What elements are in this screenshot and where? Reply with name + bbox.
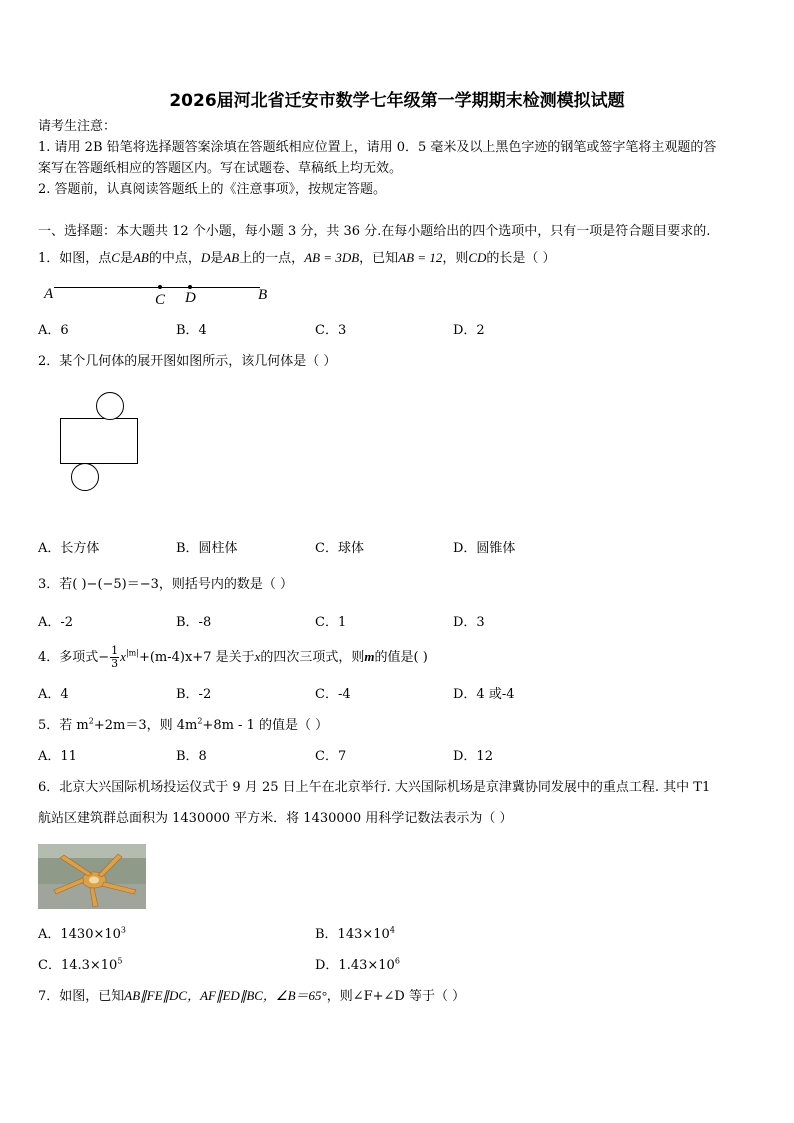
- label-a: A: [44, 286, 54, 302]
- q4-option-d: D．4 或-4: [453, 687, 515, 702]
- question-2: 2．某个几何体的展开图如图所示，该几何体是（ ）: [38, 354, 337, 369]
- q2-option-a: A．长方体: [38, 541, 100, 556]
- question-6: 6．北京大兴国际机场投运仪式于 9 月 25 日上午在北京举行. 大兴国际机场是京津冀协同发展中的重点工程. 其中 T1: [38, 780, 711, 795]
- q6-option-b: B．$143\times 10^4$: [315, 925, 395, 942]
- question-5: 5．若 $m^2+2m=3$，则 $4m^2+8m - 1$ 的值是（ ）: [38, 716, 329, 733]
- label-d: D: [185, 290, 196, 306]
- q5-option-b: B．8: [176, 749, 207, 764]
- label-b: B: [258, 287, 268, 303]
- q2-option-c: C．球体: [315, 541, 364, 556]
- section-heading: 一、选择题：本大题共 12 个小题，每小题 3 分，共 36 分.在每小题给出的四个选项中，只有一项是符合题目要求的.: [38, 224, 711, 239]
- q6-option-d: D．$1.43\times 10^6$: [315, 956, 400, 973]
- page-title: 2026届河北省迁安市数学七年级第一学期期末检测模拟试题: [169, 91, 625, 111]
- notice-item-1: 1. 请用 2B 铅笔将选择题答案涂填在答题纸相应位置上，请用 0．5 毫米及以上黑色字迹的钢笔或签字笔将主观题的答: [38, 140, 717, 155]
- q4-option-b: B．-2: [176, 687, 212, 702]
- point-c-dot: [158, 285, 162, 289]
- net-bottom-circle: [71, 463, 99, 491]
- fraction-one-third: $\frac{1}{3}$: [111, 644, 119, 670]
- q3-option-d: D．3: [453, 615, 485, 630]
- label-c: C: [155, 292, 166, 308]
- q1-option-c: C．3: [315, 323, 347, 338]
- q6-option-c: C．$14.3\times 10^5$: [38, 956, 123, 973]
- net-rectangle: [60, 418, 138, 464]
- question-4: 4．多项式− $\frac{1}{3}$ $x^{|m|}+(m-4)x+7$ 是关于x的四次三项式，则m的值是( ): [38, 644, 428, 670]
- notice-item-1-cont: 案写在答题纸相应的答题区内。写在试题卷、草稿纸上均无效。: [38, 161, 403, 176]
- q4-option-a: A．4: [38, 687, 69, 702]
- net-top-circle: [96, 392, 124, 420]
- q1-option-b: B．4: [176, 323, 207, 338]
- point-d-dot: [188, 285, 192, 289]
- q5-option-a: A．11: [38, 749, 77, 764]
- q2-option-b: B．圆柱体: [176, 541, 238, 556]
- q3-option-b: B．-8: [176, 615, 212, 630]
- question-1: 1．如图，点C是AB的中点，D是AB上的一点，AB = 3DB，已知AB = 12，则CD的长是（ ）: [38, 250, 556, 266]
- segment-ab-line: [54, 287, 260, 288]
- question-3: 3．若( )−(−5)＝−3，则括号内的数是（ ）: [38, 577, 294, 592]
- question-6-cont: 航站区建筑群总面积为 1430000 平方米．将 1430000 用科学记数法表示为（ ）: [38, 811, 513, 826]
- q3-option-a: A．-2: [38, 615, 74, 630]
- q4-option-c: C．-4: [315, 687, 351, 702]
- airport-photo: [38, 844, 146, 909]
- notice-heading: 请考生注意：: [38, 119, 117, 134]
- q5-option-c: C．7: [315, 749, 347, 764]
- notice-item-2: 2. 答题前，认真阅读答题纸上的《注意事项》，按规定答题。: [38, 182, 387, 197]
- q1-option-d: D．2: [453, 323, 485, 338]
- question-7: 7．如图，已知AB∥FE∥DC，AF∥ED∥BC，∠B＝65°，则∠F+∠D 等于（ ）: [38, 988, 466, 1004]
- q2-option-d: D．圆锥体: [453, 541, 516, 556]
- q1-option-a: A．6: [38, 323, 69, 338]
- q6-option-a: A．$1430\times 10^3$: [38, 925, 127, 942]
- q3-option-c: C．1: [315, 615, 347, 630]
- q5-option-d: D．12: [453, 749, 493, 764]
